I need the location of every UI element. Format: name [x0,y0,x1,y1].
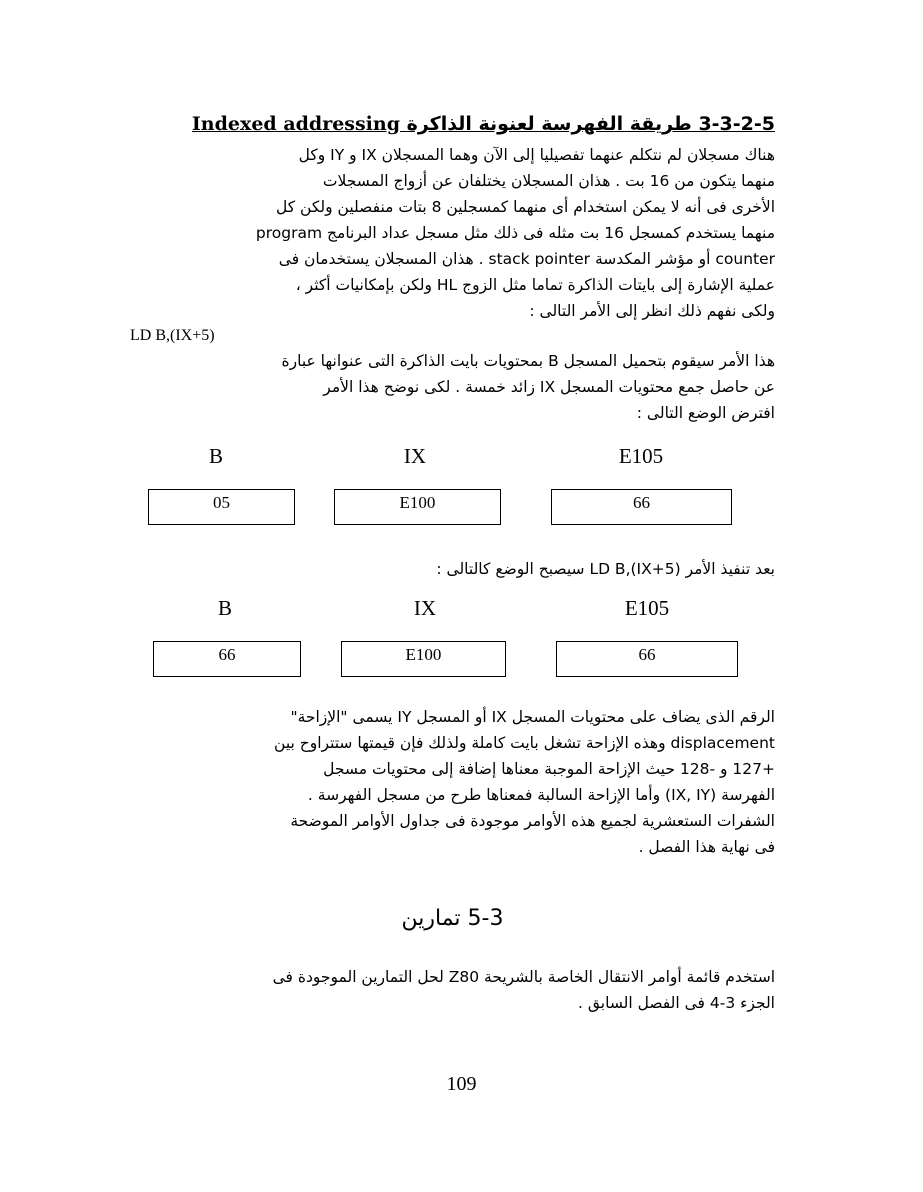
memory-label-e105: E105 [618,444,664,468]
text-line: ولكى نفهم ذلك انظر إلى الأمر التالى : [529,302,775,320]
text-line: هذا الأمر سيقوم بتحميل المسجل B بمحتويات بايت الذاكرة التى عنوانها عبارة [281,352,775,370]
register-box-b: 66 [153,641,301,677]
text-line: الأخرى فى أنه لا يمكن استخدام أى منهما كمسجلين 8 بتات منفصلين ولكن كل [276,198,775,216]
register-box-b: 05 [148,489,295,525]
memory-label-e105: E105 [624,596,670,620]
intro-paragraph [130,142,775,324]
text-line: هناك مسجلان لم نتكلم عنهما تفصيليا إلى الآن وهما المسجلان IX و IY وكل [298,146,775,164]
register-label-ix: IX [403,444,427,468]
after-state-diagram [130,596,775,696]
text-line: displacement وهذه الإزاحة تشغل بايت كاملة ولذلك فإن قيمتها ستتراوح بين [274,734,775,752]
text-line: عن حاصل جمع محتويات المسجل IX زائد خمسة . لكى نوضح هذا الأمر [323,378,775,396]
text-line: عملية الإشارة إلى بايتات الذاكرة تماما مثل الزوج HL ولكن بإمكانيات أكثر ، [295,276,775,294]
heading-english: Indexed addressing [191,113,401,135]
text-line: الشفرات الستعشرية لجميع هذه الأوامر موجودة فى جداول الأوامر الموضحة [290,812,775,830]
explanation-paragraph [130,348,775,426]
memory-box-e105: 66 [551,489,732,525]
section-heading [130,110,775,138]
text-line: counter أو مؤشر المكدسة stack pointer . هذان المسجلان يستخدمان فى [278,250,775,268]
memory-box-e105: 66 [556,641,738,677]
exercise-paragraph [130,964,775,1016]
text-line: بعد تنفيذ الأمر LD B,(IX+5) سيصبح الوضع كالتالى : [436,560,775,578]
heading-arabic: 3-3-2-5 طريقة الفهرسة لعنونة الذاكرة [406,113,775,135]
text-line: منهما يتكون من 16 بت . هذان المسجلان يختلفان عن أزواج المسجلات [322,172,775,190]
page-number: 109 [446,1073,477,1095]
instruction-code: LD B,(IX+5) [130,327,215,344]
exercises-title: 5-3 تمارين [401,906,504,931]
text-line: الرقم الذى يضاف على محتويات المسجل IX أو المسجل IY يسمى "الإزاحة" [290,708,775,726]
register-label-b: B [208,444,223,468]
text-line: الفهرسة (IX, IY) وأما الإزاحة السالبة فمعناها طرح من مسجل الفهرسة . [307,786,775,804]
text-line: +127 و -128 حيث الإزاحة الموجبة معناها إضافة إلى محتويات مسجل [323,760,775,778]
document-page [130,110,775,1016]
text-line: الجزء 3-4 فى الفصل السابق . [578,994,775,1012]
register-box-ix: E100 [341,641,506,677]
text-line: منهما يستخدم كمسجل 16 بت مثله فى ذلك مثل مسجل عداد البرنامج program [255,224,775,242]
before-state-diagram [130,444,775,544]
text-line: استخدم قائمة أوامر الانتقال الخاصة بالشريحة Z80 لحل التمارين الموجودة فى [272,968,775,986]
register-label-b: B [217,596,232,620]
after-text [130,556,775,582]
register-box-ix: E100 [334,489,501,525]
register-label-ix: IX [413,596,437,620]
text-line: فى نهاية هذا الفصل . [638,838,775,856]
displacement-paragraph [130,704,775,860]
text-line: افترض الوضع التالى : [636,404,775,422]
